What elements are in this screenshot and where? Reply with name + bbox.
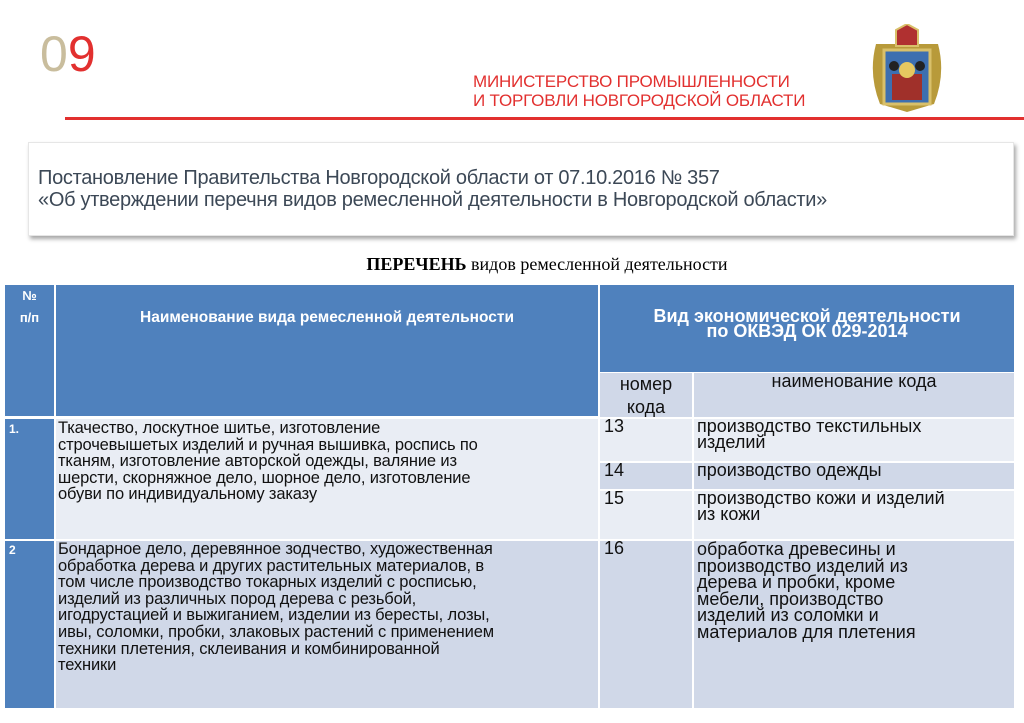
decree-line: Постановление Правительства Новгородской области от 07.10.2016 № 357 (38, 167, 720, 189)
code-num: 13 (600, 419, 692, 461)
row-num: 1. (5, 419, 54, 539)
code-num: 14 (600, 463, 692, 489)
code-num: 15 (600, 491, 692, 539)
list-heading (0, 254, 1024, 275)
slide-number (40, 26, 96, 82)
row-name: Ткачество, лоскутное шитье, изготовление строчевышетых изделий и ручная вышивка, роспись по тканям, изготовление авторской одежды, валяние из шерсти, скорняжное дело, шорное дело, изготовление обуви по индивидуальному заказу (56, 419, 598, 539)
header-code-num: номер кода (600, 373, 692, 417)
list-heading-rest: видов ремесленной деятельности (466, 254, 728, 274)
decree-line: «Об утверждении перечня видов ремесленной деятельности в Новгородской области» (38, 189, 827, 211)
header-name: Наименование вида ремесленной деятельности (56, 285, 598, 416)
slide-number-digit: 0 (40, 26, 68, 82)
ministry-line: И ТОРГОВЛИ НОВГОРОДСКОЙ ОБЛАСТИ (473, 91, 806, 110)
decree-box (28, 142, 1014, 236)
header-code-name: наименование кода (694, 373, 1014, 417)
header-divider (65, 117, 1024, 120)
header-okved: Вид экономической деятельности по ОКВЭД ОК 029-2014 (600, 285, 1014, 372)
code-name: производство кожи и изделий из кожи (694, 491, 1014, 539)
row-num: 2 (5, 541, 54, 708)
decree-title (38, 167, 827, 211)
slide-number-digit: 9 (67, 26, 96, 82)
coat-of-arms-icon (866, 24, 948, 114)
code-num: 16 (600, 541, 692, 708)
header-num: № п/п (5, 285, 54, 416)
list-heading-bold: ПЕРЕЧЕНЬ (366, 254, 467, 274)
row-name: Бондарное дело, деревянное зодчество, художественная обработка дерева и других растительных материалов, в том числе производство токарных изделий с росписью, изделий из различных пород дерева с резьбой, игодрустацией и выжиганием, изделии из бересты, лозы, ивы, соломки, пробки, злаковых растений с применением техники плетения, склеивания и комбинированной техники (56, 541, 598, 708)
code-name: обработка древесины и производство изделий из дерева и пробки, кроме мебели, производство изделий из соломки и материалов для плетения (694, 541, 1014, 708)
code-name: производство одежды (694, 463, 1014, 489)
code-name: производство текстильных изделий (694, 419, 1014, 461)
ministry-line: МИНИСТЕРСТВО ПРОМЫШЛЕННОСТИ (473, 72, 790, 91)
ministry-title (473, 72, 805, 110)
